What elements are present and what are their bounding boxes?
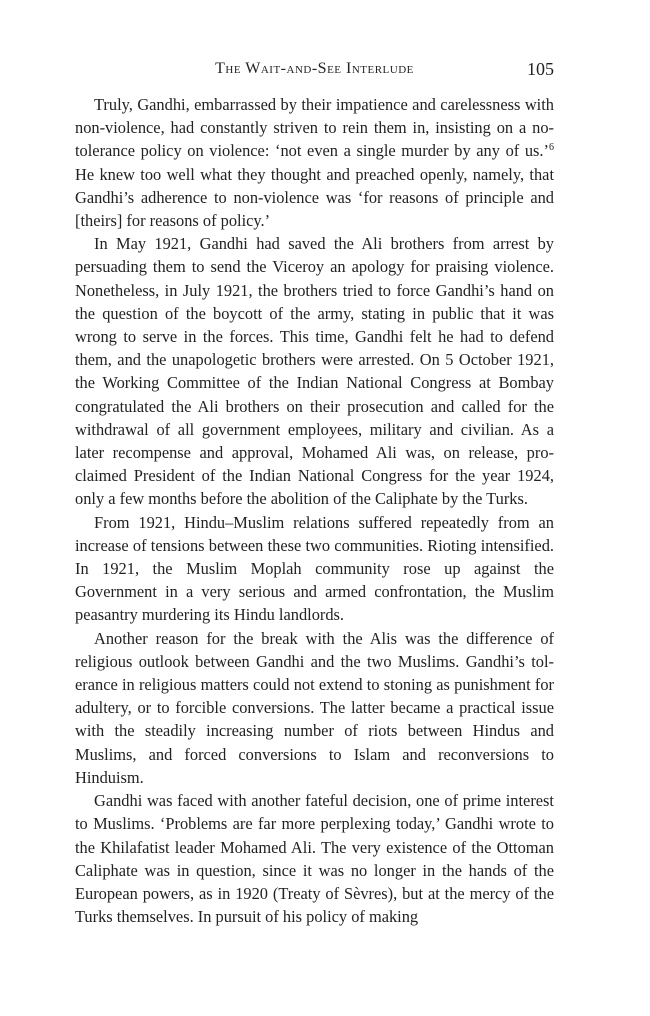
running-head (75, 57, 554, 81)
running-title: The Wait-and-See Interlude (215, 60, 414, 77)
body-text (75, 93, 554, 928)
paragraph-2: In May 1921, Gandhi had saved the Ali brothers from arrest by persuading them to send the Viceroy an apology for praising violence. Nonetheless, in July 1921, the brothers tried to force Gandhi’s hand on the question of the boycott of the army, stating in public that it was wrong to serve in the forces. This time, Gandhi felt he had to defend them, and the unapologetic brothers were arrested. On 5 October 1921, the Working Committee of the Indian National Congress at Bombay congratulated the Ali brothers on their prosecution and called for the withdrawal of all government employees, military and civilian. As a later recompense and approval, Mohamed Ali was, on release, proclaimed President of the Indian National Congress for the year 1924, only a few months before the abolition of the Caliphate by the Turks. (75, 234, 554, 509)
paragraph-1-text-before-note: Truly, Gandhi, embarrassed by their impatience and carelessness with non-violence, had constantly striven to rein them in, insisting on a no-tolerance policy on violence: ‘not even a single murder by any of us.’ (75, 95, 554, 161)
paragraph-3: From 1921, Hindu–Muslim relations suffered repeatedly from an increase of tensions between these two communities. Rioting intensified. In 1921, the Muslim Moplah community rose up against the Government in a very serious and armed confrontation, the Muslim peasantry murdering its Hindu landlords. (75, 512, 554, 625)
footnote-marker: 6 (549, 142, 554, 154)
page-number: 105 (527, 59, 554, 79)
paragraph-5: Gandhi was faced with another fateful decision, one of prime interest to Muslims. ‘Problems are far more perplexing today,’ Gandhi wrote to the Khilafatist leader Mohamed Ali. The very existence of the Ottoman Caliphate was in question, since it was no longer in the hands of the European powers, as in 1920 (Treaty of Sèvres), but at the mercy of the Turks themselves. In pursuit of his policy of making (75, 791, 554, 927)
paragraph-1 (75, 93, 554, 232)
paragraph-1-text-after-note: He knew too well what they thought and preached openly, namely, that Gandhi’s adherence to non-violence was ‘for reasons of principle and [theirs] for reasons of policy.’ (75, 164, 554, 231)
paragraph-4: Another reason for the break with the Alis was the difference of religious outlook between Gandhi and the two Muslims. Gandhi’s tolerance in religious matters could not extend to stoning as punishment for adultery, or to forcible conversions. The latter became a practical issue with the steadily increasing number of riots between Hindus and Muslims, and forced conversions to Islam and reconversions to Hinduism. (75, 628, 554, 787)
